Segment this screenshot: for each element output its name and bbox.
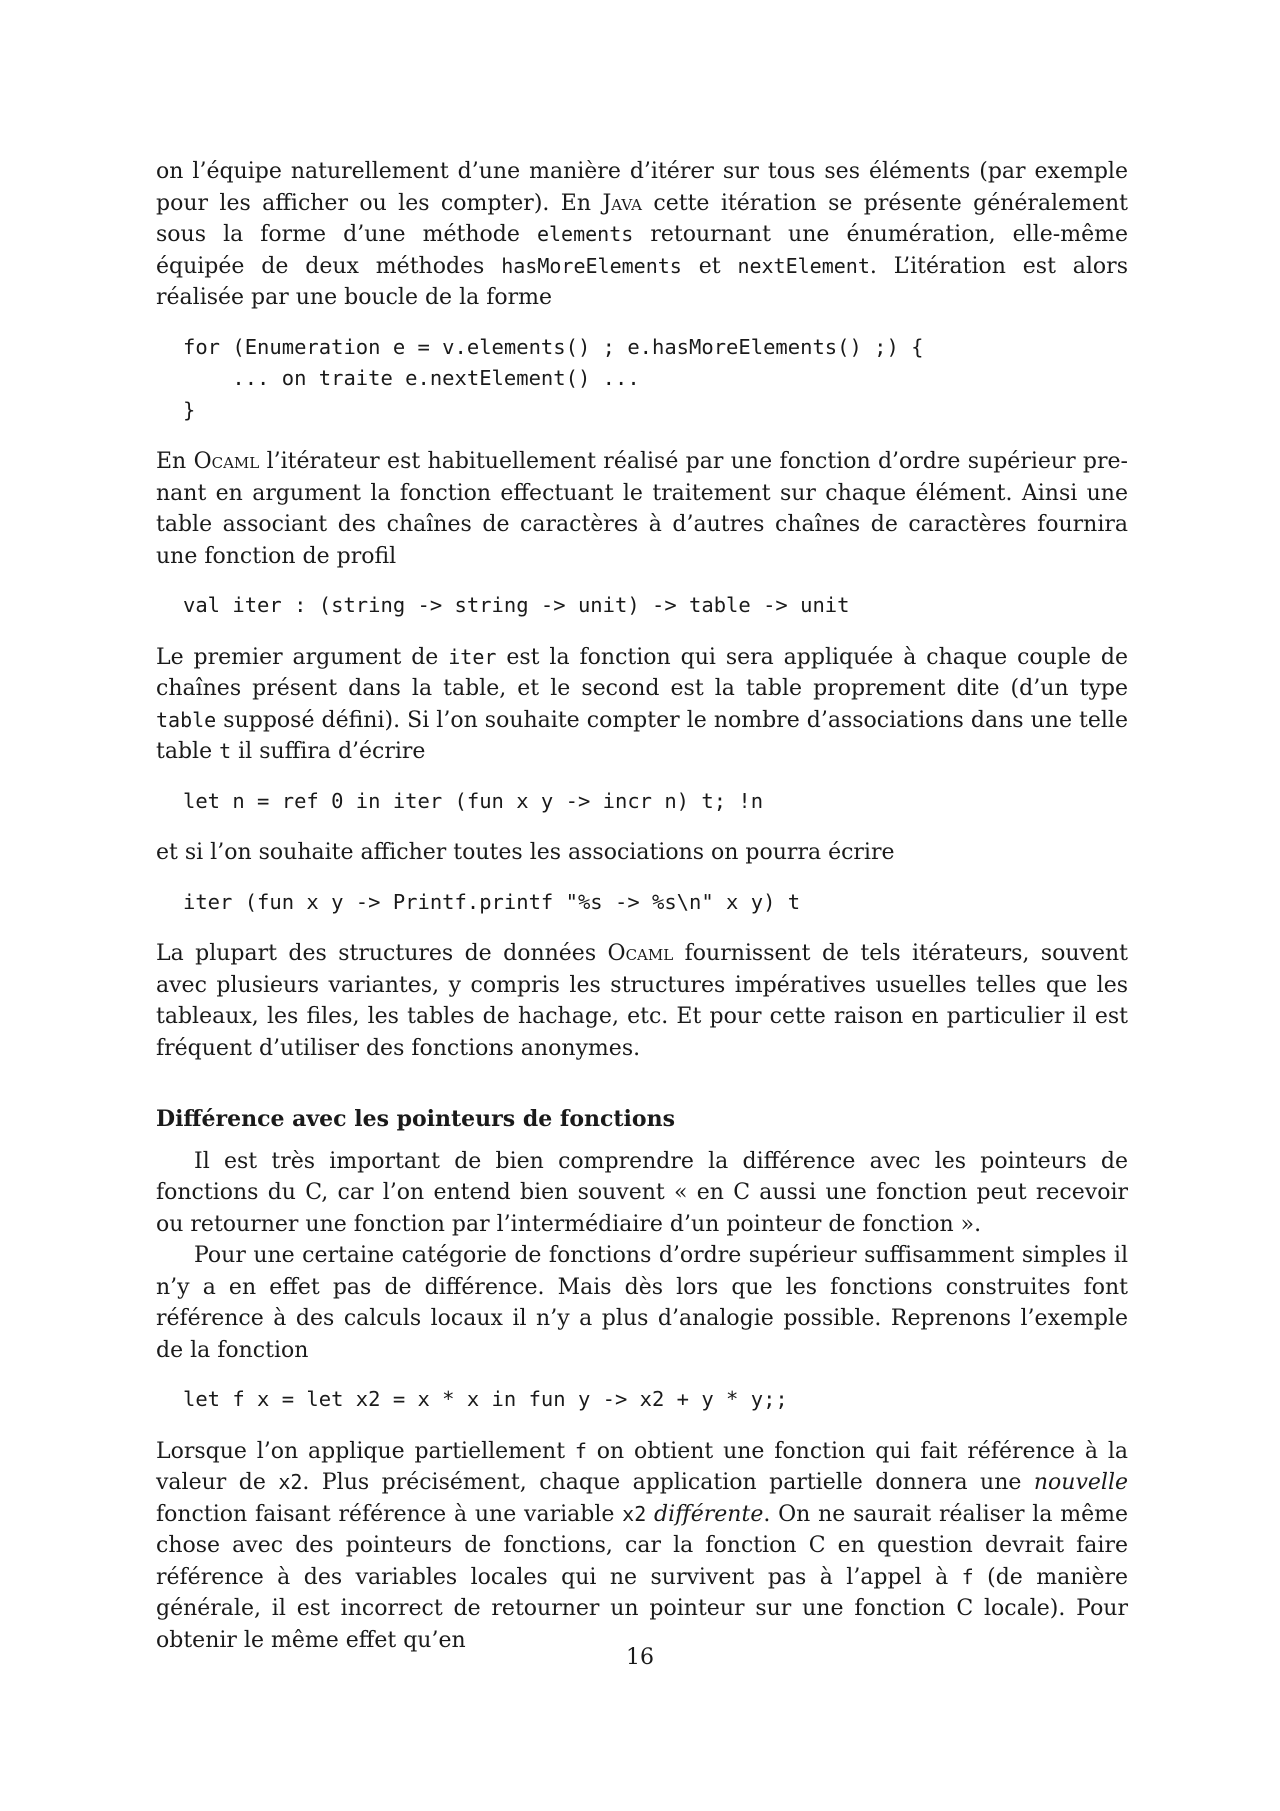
code-block-print: iter (fun x y -> Printf.printf "%s -> %s\n" x y) t [183, 889, 801, 914]
text-run: on obtient une fonction qui fait référence à la valeur de [156, 1438, 1128, 1495]
text-run: l’itérateur est habituellement réalisé par une fonction d’ordre supérieur pre-nant en argument la fonction effectuant le traitement sur chaque élément. Ainsi une table associant des chaînes de caractères à d’autres chaînes de caractères fournira une fonction de profil [156, 449, 1128, 569]
text-run: . On ne saurait réaliser la même chose avec des pointeurs de fonctions, car la fonction C en question devrait faire référence à des variables locales qui ne survivent pas à l’appel à [156, 1501, 1128, 1590]
page-body [156, 156, 1128, 1656]
text-run: retournant une énumération, elle-même équipée de deux méthodes [156, 222, 1128, 279]
section-heading: Différence avec les pointeurs de fonctions [156, 1106, 675, 1132]
paragraph-partial-application [156, 1436, 1128, 1657]
text-run: fournissent de tels itérateurs, souvent avec plusieurs variantes, y compris les structures impératives usuelles telles que les tableaux, les files, les tables de hachage, etc. Et pour cette raison en particulier il est fréquent d’utiliser des fonctions anonymes. [156, 941, 1128, 1061]
paragraph-iteration-java [156, 156, 1128, 314]
emphasis-nouvelle: nouvelle [1033, 1470, 1129, 1495]
code-table: table [156, 707, 217, 732]
code-x2: x2 [278, 1470, 303, 1494]
code-f: f [961, 1564, 974, 1589]
emphasis-differente: différente [654, 1501, 764, 1527]
code-f: f [574, 1438, 587, 1463]
page-number: 16 [626, 1645, 654, 1670]
paragraph-higher-order: Pour une certaine catégorie de fonctions d’ordre supérieur suffisamment simples il n’y a en effet pas de différence. Mais dès lors que les fonctions construites font référence à des calculs locaux il n’y a plus d’analogie possible. Reprenons l’exemple de la fonction [156, 1243, 1128, 1363]
paragraph-function-pointers: Il est très important de bien comprendre la différence avec les pointeurs de fonctions du C, car l’on entend bien souvent « en C aussi une fonction peut recevoir ou retourner une fonction par l’intermédiaire d’un pointeur de fonction ». [156, 1148, 1128, 1237]
paragraph-print-intro: et si l’on souhaite afficher toutes les associations on pourra écrire [156, 840, 895, 865]
code-t: t [219, 739, 232, 763]
text-run: il suffira d’écrire [231, 739, 426, 764]
text-run [646, 1502, 654, 1527]
paragraph-iter-arguments [156, 642, 1128, 768]
text-run: La plupart des structures de données [156, 941, 608, 966]
code-elements: elements [536, 222, 634, 246]
code-hasMoreElements: hasMoreElements [501, 253, 682, 278]
code-block-let-f: let f x = let x2 = x * x in fun y -> x2 + y * y;; [183, 1387, 788, 1411]
text-run: et [681, 253, 738, 279]
java-name: Java [602, 190, 642, 216]
paragraph-ocaml-iterator [156, 446, 1128, 572]
text-run: cette itération se présente généralement sous la forme d’une méthode [156, 190, 1129, 247]
text-run: on l’équipe naturellement d’une manière d’itérer sur tous ses éléments (par exemple pour les afficher ou les compter). En [156, 159, 1128, 216]
paragraph-ocaml-structures [156, 938, 1128, 1064]
code-block-iter-signature: val iter : (string -> string -> unit) -> table -> unit [183, 593, 850, 617]
text-run: . Plus précisément, chaque application partielle donnera une [302, 1470, 1034, 1495]
code-block-java-loop: for (Enumeration e = v.elements() ; e.hasMoreElements() ;) { ... on traite e.nextElement() ... } [183, 334, 924, 422]
text-run: fonction faisant référence à une variable [156, 1501, 623, 1527]
code-iter: iter [448, 644, 497, 669]
ocaml-name: Ocaml [607, 941, 674, 966]
ocaml-name: Ocaml [193, 449, 260, 474]
text-run: Lorsque l’on applique partiellement [156, 1438, 575, 1464]
code-block-count: let n = ref 0 in iter (fun x y -> incr n) t; !n [183, 788, 764, 813]
text-run: (de manière générale, il est incorrect de retourner un pointeur sur une fonction C locale). Pour obtenir le même effet qu’en [156, 1564, 1128, 1653]
code-nextElement: nextElement [737, 253, 870, 278]
text-run: supposé défini). Si l’on souhaite compter le nombre d’associations dans une telle table [156, 707, 1128, 764]
text-run: . L’itération est alors réalisée par une boucle de la forme [156, 253, 1128, 310]
text-run: Le premier argument de [156, 644, 449, 670]
text-run: En [156, 449, 194, 474]
text-run: est la fonction qui sera appliquée à chaque couple de chaînes présent dans la table, et le second est la table proprement dite (d’un type [156, 644, 1128, 701]
code-x2: x2 [622, 1501, 647, 1526]
